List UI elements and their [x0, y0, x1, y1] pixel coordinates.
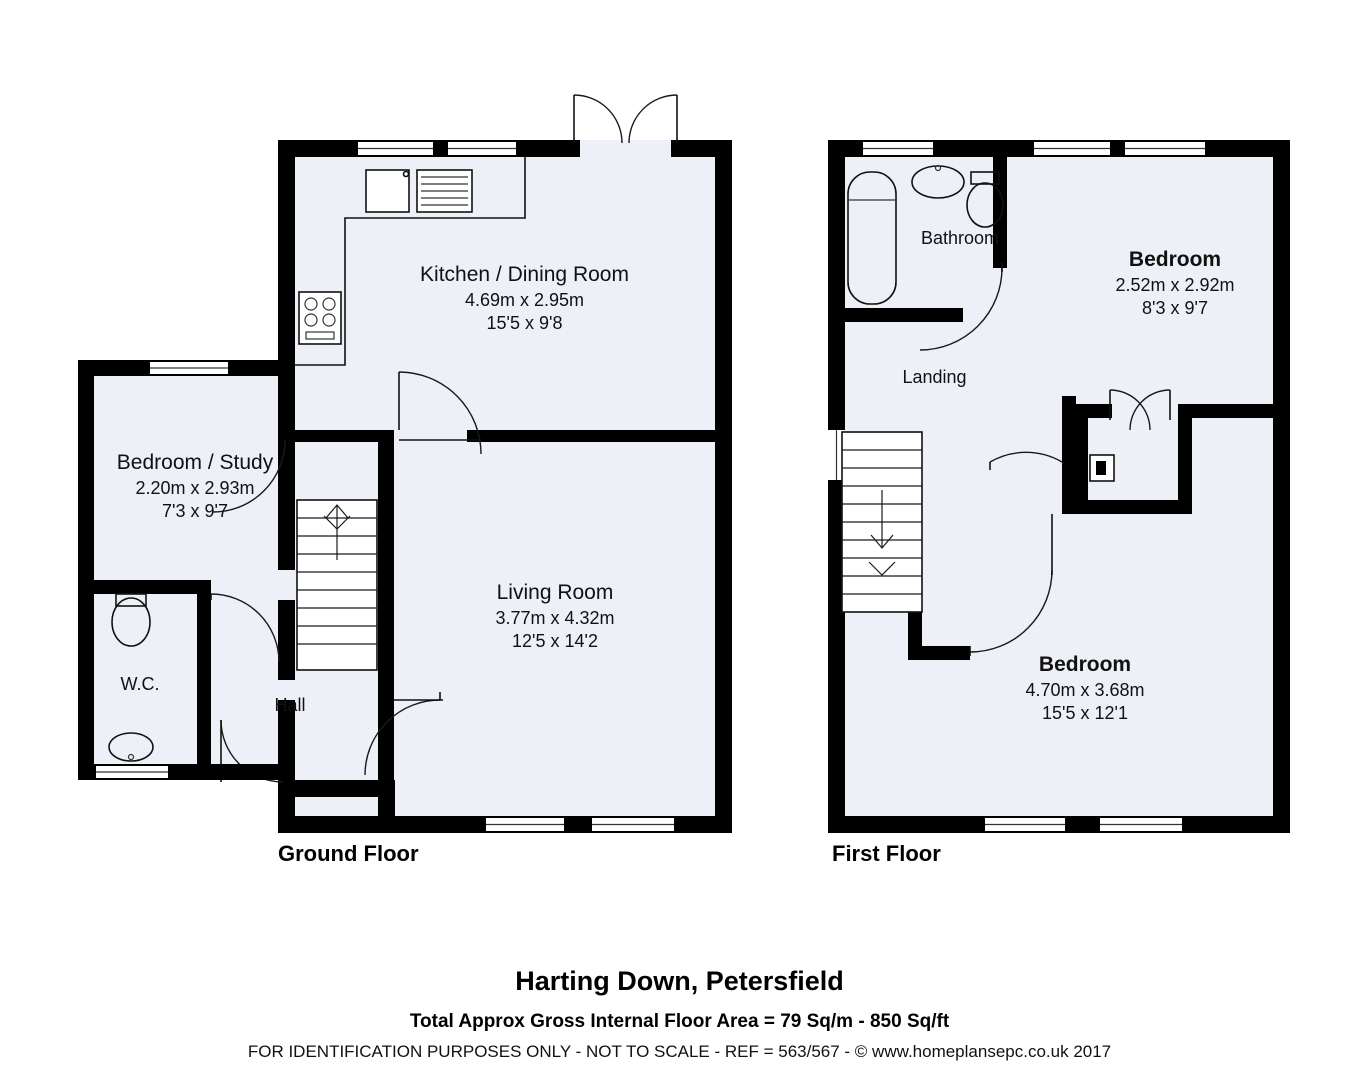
- room-name: Bedroom / Study: [116, 451, 274, 474]
- room-label-bedroom-1: [960, 652, 1210, 725]
- room-dim-metric: 4.70m x 3.68m: [1025, 679, 1145, 700]
- room-label-kitchen-dining: [392, 262, 657, 335]
- room-dim-imperial: 15'5 x 9'8: [486, 312, 563, 333]
- room-dim-metric: 3.77m x 4.32m: [495, 607, 615, 628]
- room-dim-imperial: 7'3 x 9'7: [162, 500, 228, 521]
- room-dim-imperial: 15'5 x 12'1: [1042, 702, 1128, 723]
- room-name: Bathroom: [920, 228, 1000, 248]
- room-label-hall: [245, 694, 335, 717]
- room-label-bedroom-study: [80, 450, 310, 523]
- room-dim-metric: 4.69m x 2.95m: [464, 289, 585, 310]
- room-label-wc: [95, 673, 185, 696]
- room-name: Landing: [902, 367, 967, 387]
- document-title: Harting Down, Petersfield: [515, 966, 844, 996]
- room-label-bedroom-2: [1060, 247, 1290, 320]
- room-dim-metric: 2.52m x 2.92m: [1115, 274, 1235, 295]
- room-dim-imperial: 8'3 x 9'7: [1142, 297, 1208, 318]
- room-name: Bedroom: [1128, 248, 1222, 271]
- disclaimer-text: FOR IDENTIFICATION PURPOSES ONLY - NOT TO SCALE - REF = 563/567 - © www.homeplansepc.co.uk 2017: [247, 1042, 1112, 1061]
- room-name: Hall: [274, 695, 306, 715]
- first-floor-plan: [780, 0, 1340, 900]
- floor-title-ground: Ground Floor: [278, 841, 419, 866]
- room-label-bathroom: [880, 227, 1040, 250]
- room-name: Kitchen / Dining Room: [420, 263, 629, 286]
- room-label-landing: [862, 366, 1007, 389]
- floor-area-text: Total Approx Gross Internal Floor Area = 79 Sq/m - 850 Sq/ft: [409, 1011, 950, 1032]
- room-name: Bedroom: [1038, 653, 1132, 676]
- room-label-living-room: [430, 580, 680, 653]
- room-name: W.C.: [120, 674, 160, 694]
- room-dim-imperial: 12'5 x 14'2: [512, 630, 598, 651]
- room-name: Living Room: [496, 581, 614, 604]
- floor-title-first: First Floor: [832, 841, 941, 866]
- room-dim-metric: 2.20m x 2.93m: [135, 477, 255, 498]
